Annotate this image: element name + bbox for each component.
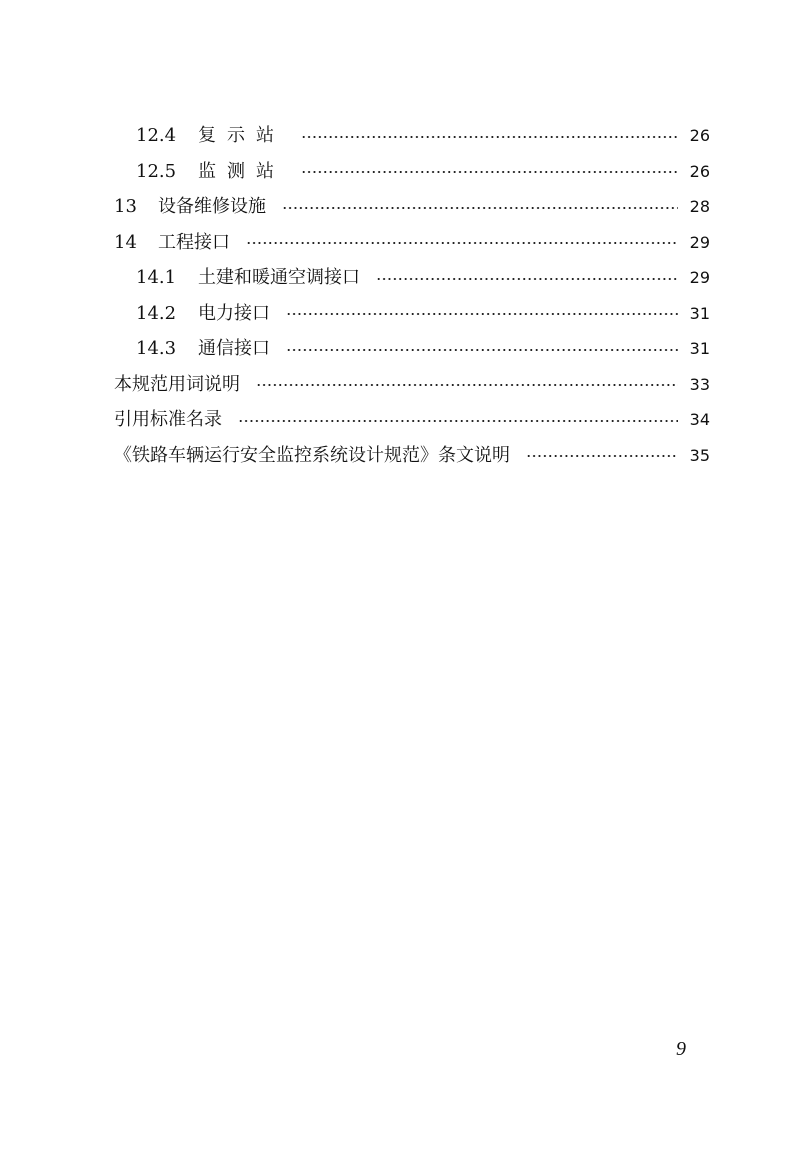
toc-entry-title: 监测站 xyxy=(198,160,285,182)
toc-entry-title: 工程接口 xyxy=(158,231,230,253)
toc-entry-number: 13 xyxy=(114,196,137,217)
toc-entry-title: 电力接口 xyxy=(198,302,270,324)
toc-entry-page: 33 xyxy=(689,374,710,394)
toc-entry[interactable] xyxy=(114,296,710,332)
toc-dot-leader xyxy=(376,278,678,280)
toc-entry-title: 复示站 xyxy=(198,125,285,146)
toc-entry-title: 设备维修设施 xyxy=(158,196,266,217)
toc-dot-leader xyxy=(246,242,678,244)
toc-entry-number: 14 xyxy=(114,231,137,253)
toc-dot-leader xyxy=(238,420,678,422)
toc-entry[interactable] xyxy=(114,402,710,438)
toc-entry-page: 31 xyxy=(689,303,710,323)
toc-entry-number: 12.4 xyxy=(136,125,177,146)
toc-entry-title: 引用标准名录 xyxy=(114,409,222,430)
toc-entry[interactable] xyxy=(114,331,710,367)
toc-entry-title: 本规范用词说明 xyxy=(114,373,240,395)
toc-dot-leader xyxy=(256,384,678,386)
toc-dot-leader xyxy=(286,313,678,315)
toc-dot-leader xyxy=(286,349,678,351)
toc-entry-number: 14.1 xyxy=(136,267,177,288)
toc-entry-title: 通信接口 xyxy=(198,338,270,359)
toc-entry-page: 31 xyxy=(689,339,710,358)
toc-entry[interactable] xyxy=(114,225,710,261)
toc-entry[interactable] xyxy=(114,189,710,225)
page-number: 9 xyxy=(676,1038,686,1060)
toc-entry-page: 29 xyxy=(689,268,710,287)
toc-entry-number: 14.3 xyxy=(136,338,177,359)
toc-dot-leader xyxy=(282,207,678,209)
toc-entry-page: 26 xyxy=(689,126,710,145)
toc-dot-leader xyxy=(301,171,678,173)
toc-entry[interactable] xyxy=(114,154,710,190)
toc-entry-page: 35 xyxy=(689,445,710,465)
toc-entry[interactable] xyxy=(114,367,710,403)
toc-dot-leader xyxy=(526,455,678,457)
toc-entry[interactable] xyxy=(114,438,710,474)
toc-entry-number: 12.5 xyxy=(136,160,177,182)
toc-entry-page: 28 xyxy=(689,197,710,216)
toc-entry-title: 《铁路车辆运行安全监控系统设计规范》条文说明 xyxy=(114,444,510,466)
table-of-contents xyxy=(114,118,710,473)
toc-dot-leader xyxy=(301,136,678,138)
toc-entry-title: 土建和暖通空调接口 xyxy=(198,267,360,288)
toc-entry-number: 14.2 xyxy=(136,302,177,324)
toc-entry[interactable] xyxy=(114,118,710,154)
toc-entry-page: 29 xyxy=(689,232,710,252)
toc-entry-page: 34 xyxy=(689,410,710,429)
toc-entry[interactable] xyxy=(114,260,710,296)
toc-entry-page: 26 xyxy=(689,161,710,181)
